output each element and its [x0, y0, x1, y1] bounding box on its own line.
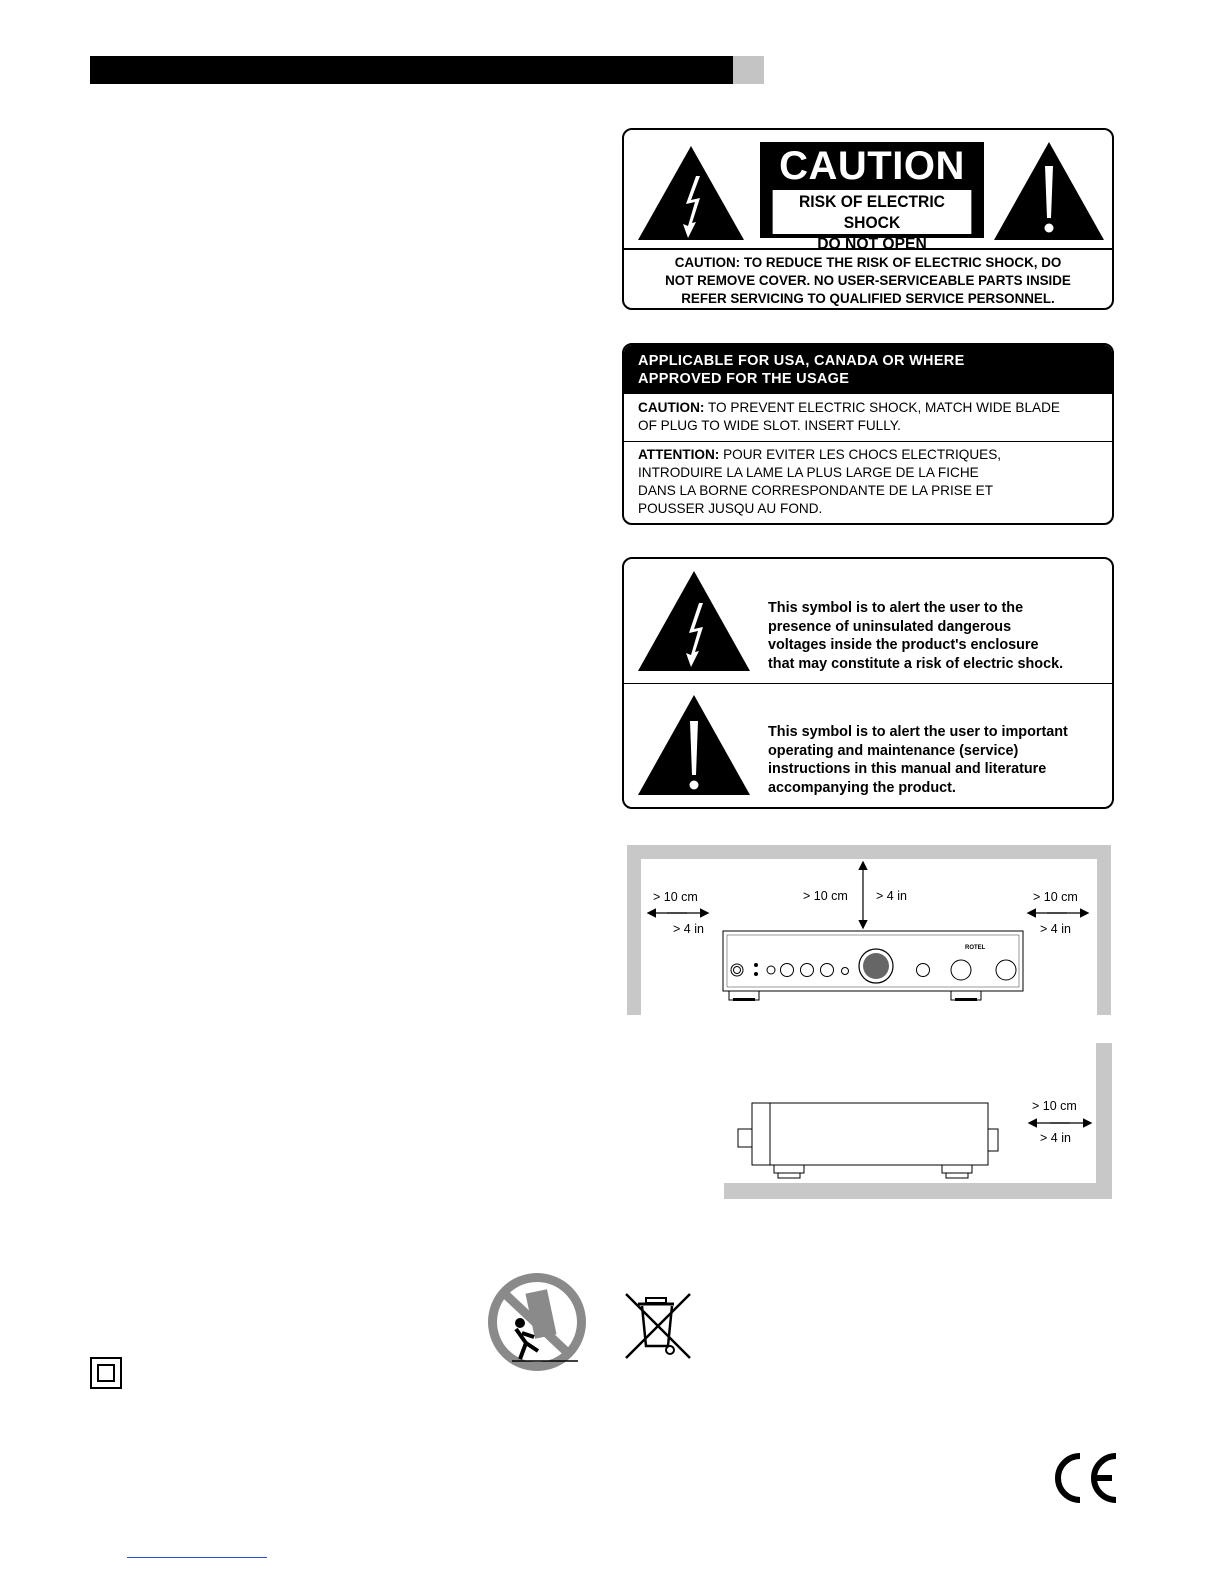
- left-cm-label: > 10 cm: [653, 890, 698, 904]
- caution-text-line3: REFER SERVICING TO QUALIFIED SERVICE PERSONNEL.: [681, 291, 1055, 306]
- header-line1: APPLICABLE FOR USA, CANADA OR WHERE: [638, 353, 965, 369]
- caution-title-block: [760, 142, 984, 253]
- shock-line4: that may constitute a risk of electric shock.: [768, 655, 1064, 672]
- header-line2: APPROVED FOR THE USAGE: [638, 371, 850, 387]
- front-clearance-diagram: [627, 845, 1111, 1015]
- footer-link-underline: [127, 1557, 267, 1558]
- caution-keyword: CAUTION:: [638, 400, 705, 415]
- caution-text-line1: CAUTION: TO REDUCE THE RISK OF ELECTRIC SHOCK, DO: [674, 255, 1062, 270]
- caution-subtitle: [773, 190, 972, 253]
- caution-text-line2: NOT REMOVE COVER. NO USER-SERVICEABLE PARTS INSIDE: [665, 273, 1071, 288]
- plug-notice-header: [624, 345, 1112, 394]
- plug-caution-text: [638, 399, 1106, 435]
- caution-subtitle-line2: DO NOT OPEN: [817, 234, 927, 253]
- left-in-label: > 4 in: [673, 922, 704, 936]
- no-cart-tip-icon: [486, 1271, 588, 1373]
- caution-label: [622, 128, 1114, 310]
- side-clearance-diagram: [724, 1043, 1112, 1199]
- exclamation-warning-icon: [636, 693, 752, 797]
- caution-subtitle-line1: RISK OF ELECTRIC SHOCK: [799, 192, 945, 232]
- header-bar: [90, 56, 733, 84]
- exclaim-line4: accompanying the product.: [768, 779, 956, 796]
- side-cm-label: > 10 cm: [1032, 1099, 1077, 1113]
- divider: [624, 683, 1112, 684]
- lightning-warning-icon: [636, 142, 746, 242]
- caution-line1: TO PREVENT ELECTRIC SHOCK, MATCH WIDE BLADE: [707, 400, 1060, 415]
- ce-mark-icon: [1052, 1452, 1122, 1504]
- caution-line2: OF PLUG TO WIDE SLOT. INSERT FULLY.: [638, 418, 901, 433]
- attention-keyword: ATTENTION:: [638, 447, 720, 462]
- exclaim-line2: operating and maintenance (service): [768, 742, 1019, 759]
- amplifier-front-illustration: [641, 859, 1097, 1015]
- class-ii-double-insulation-icon: [90, 1357, 122, 1389]
- top-in-label: > 4 in: [876, 889, 907, 903]
- attention-line4: POUSSER JUSQU AU FOND.: [638, 501, 823, 516]
- plug-notice: [622, 343, 1114, 525]
- clearance-space: [641, 859, 1097, 1015]
- shock-line1: This symbol is to alert the user to the: [768, 600, 1024, 616]
- right-cm-label: > 10 cm: [1033, 890, 1078, 904]
- shock-line2: presence of uninsulated dangerous: [768, 618, 1012, 635]
- caution-title: CAUTION: [779, 144, 965, 188]
- plug-attention-text: [638, 446, 1106, 518]
- amplifier-side-illustration: [724, 1043, 1112, 1199]
- right-in-label: > 4 in: [1040, 922, 1071, 936]
- side-in-label: > 4 in: [1040, 1131, 1071, 1145]
- shock-line3: voltages inside the product's enclosure: [768, 637, 1039, 653]
- weee-crossed-bin-icon: [622, 1290, 696, 1362]
- divider: [624, 248, 1112, 250]
- shock-symbol-text: [768, 599, 1108, 673]
- exclaim-line3: instructions in this manual and literature: [768, 761, 1047, 777]
- top-cm-label: > 10 cm: [803, 889, 848, 903]
- symbol-explanations: [622, 557, 1114, 809]
- attention-line3: DANS LA BORNE CORRESPONDANTE DE LA PRISE ET: [638, 483, 994, 498]
- attention-line1: POUR EVITER LES CHOCS ELECTRIQUES,: [723, 447, 1002, 462]
- caution-warning-text: [628, 254, 1108, 308]
- divider: [624, 441, 1112, 442]
- exclamation-symbol-text: [768, 723, 1108, 797]
- exclamation-warning-icon: [992, 140, 1106, 242]
- brand-logo: ROTEL: [965, 945, 986, 951]
- exclaim-line1: This symbol is to alert the user to important: [768, 724, 1068, 740]
- attention-line2: INTRODUIRE LA LAME LA PLUS LARGE DE LA FICHE: [638, 465, 979, 480]
- header-tab: [733, 56, 764, 84]
- lightning-warning-icon: [636, 569, 752, 673]
